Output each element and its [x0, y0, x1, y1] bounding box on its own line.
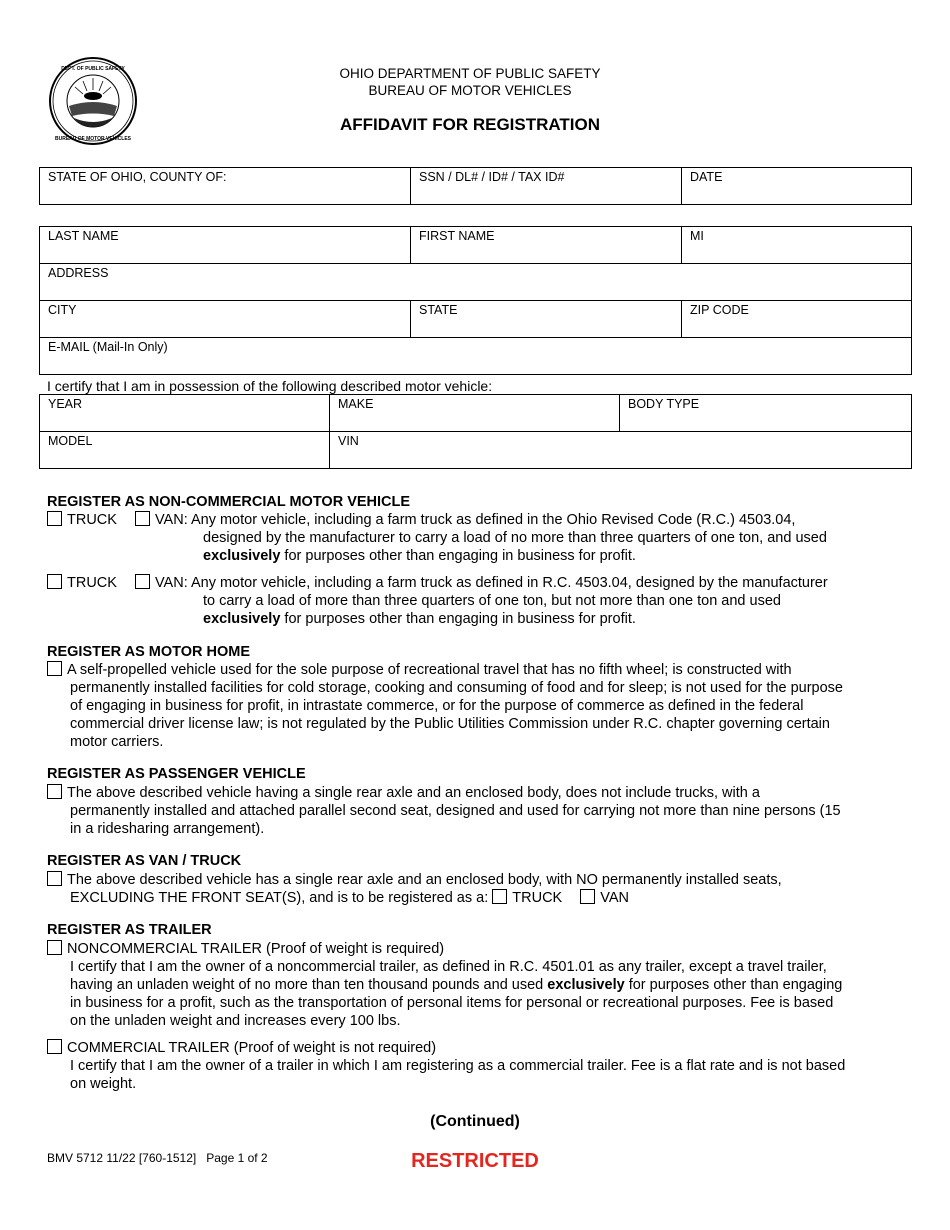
truck-label: TRUCK [67, 512, 117, 528]
vin-field[interactable]: VIN [330, 432, 912, 469]
county-field[interactable]: STATE OF OHIO, COUNTY OF: [40, 168, 411, 205]
c-trailer-text: I certify that I am the owner of a trailer in which I am registering as a commercial trailer. Fee is a flat rate and is not based [70, 1058, 846, 1074]
applicant-table [39, 226, 912, 375]
body-type-field[interactable]: BODY TYPE [620, 395, 912, 432]
passenger-checkbox[interactable] [47, 784, 62, 799]
date-field[interactable]: DATE [682, 168, 912, 205]
form-title: AFFIDAVIT FOR REGISTRATION [339, 115, 601, 134]
last-name-field[interactable]: LAST NAME [40, 227, 411, 264]
vehicle-table [39, 394, 912, 469]
bureau-name: BUREAU OF MOTOR VEHICLES [368, 83, 572, 98]
trailer-heading: REGISTER AS TRAILER [47, 922, 212, 938]
vantruck-text: The above described vehicle has a single rear axle and an enclosed body, with NO permanently installed seats, [67, 872, 782, 888]
opt1-text: Any motor vehicle, including a farm truck as defined in the Ohio Revised Code (R.C.) 4503.04, [190, 512, 796, 528]
noncommercial-option-1 [47, 511, 907, 565]
motorhome-heading: REGISTER AS MOTOR HOME [47, 644, 251, 660]
nc-trailer-text-2: having an unladen weight of no more than ten thousand pounds and used [70, 977, 548, 993]
noncommercial-trailer-option [47, 940, 917, 1030]
vantruck-truck-label: TRUCK [512, 890, 563, 906]
motorhome-text: A self-propelled vehicle used for the sole purpose of recreational travel that has no fifth wheel; is constructed with [67, 662, 792, 678]
commercial-trailer-checkbox[interactable] [47, 1039, 62, 1054]
svg-text:DEPT. OF PUBLIC SAFETY: DEPT. OF PUBLIC SAFETY [61, 66, 125, 72]
nc-trailer-text-3: in business for a profit, such as the transportation of personal items for personal or recreational purposes. Fee is based [70, 995, 834, 1011]
noncommercial-option-2 [47, 574, 907, 628]
opt1-bold: exclusively [203, 548, 281, 564]
noncommercial-trailer-label: NONCOMMERCIAL TRAILER (Proof of weight is required) [67, 941, 445, 957]
restricted-label: RESTRICTED [411, 1150, 539, 1172]
motorhome-text-2: permanently installed facilities for cold storage, cooking and consuming of food and for sleep; is not used for the purpose [70, 680, 843, 696]
opt2-bold: exclusively [203, 611, 281, 627]
van-label: VAN: [154, 575, 188, 591]
noncommercial-trailer-checkbox[interactable] [47, 940, 62, 955]
agency-name: OHIO DEPARTMENT OF PUBLIC SAFETY [339, 66, 601, 81]
vantruck-heading: REGISTER AS VAN / TRUCK [47, 853, 242, 869]
passenger-text: The above described vehicle having a single rear axle and an enclosed body, does not include trucks, with a [67, 785, 760, 801]
motorhome-option [47, 661, 917, 751]
zip-field[interactable]: ZIP CODE [682, 301, 912, 338]
mi-field[interactable]: MI [682, 227, 912, 264]
passenger-option [47, 784, 917, 838]
first-name-field[interactable]: FIRST NAME [411, 227, 682, 264]
truck-checkbox-1[interactable] [47, 511, 62, 526]
passenger-text-3: in a ridesharing arrangement). [70, 821, 265, 837]
commercial-trailer-option [47, 1039, 917, 1093]
vantruck-checkbox[interactable] [47, 871, 62, 886]
motorhome-checkbox[interactable] [47, 661, 62, 676]
city-field[interactable]: CITY [40, 301, 411, 338]
noncommercial-heading: REGISTER AS NON-COMMERCIAL MOTOR VEHICLE [47, 494, 411, 510]
vantruck-text-2: EXCLUDING THE FRONT SEAT(S), and is to be registered as a: [70, 890, 489, 906]
motorhome-text-3: of engaging in business for profit, in intrastate commerce, or for the purpose of commerce as defined in the federal [70, 698, 804, 714]
vantruck-option [47, 871, 917, 907]
motorhome-text-5: motor carriers. [70, 734, 164, 750]
van-checkbox-2[interactable] [135, 574, 150, 589]
email-field[interactable]: E-MAIL (Mail-In Only) [40, 338, 912, 375]
state-field[interactable]: STATE [411, 301, 682, 338]
make-field[interactable]: MAKE [330, 395, 620, 432]
nc-trailer-text-2b: for purposes other than engaging [624, 977, 843, 993]
nc-trailer-text: I certify that I am the owner of a noncommercial trailer, as defined in R.C. 4501.01 as any trailer, except a travel trailer, [70, 959, 827, 975]
svg-text:BUREAU OF MOTOR VEHICLES: BUREAU OF MOTOR VEHICLES [54, 136, 132, 142]
nc-trailer-bold: exclusively [547, 977, 625, 993]
truck-checkbox-2[interactable] [47, 574, 62, 589]
motorhome-text-4: commercial driver license law; is not regulated by the Public Utilities Commission under R.C. chapter governing certain [70, 716, 830, 732]
address-field[interactable]: ADDRESS [40, 264, 912, 301]
opt2-text-2: to carry a load of more than three quarters of one ton, but not more than one ton and used [203, 593, 781, 609]
commercial-trailer-label: COMMERCIAL TRAILER (Proof of weight is not required) [67, 1040, 437, 1056]
opt1-text-3: for purposes other than engaging in business for profit. [280, 548, 636, 564]
opt1-text-2: designed by the manufacturer to carry a load of no more than three quarters of one ton, and used [203, 530, 827, 546]
truck-label: TRUCK [67, 575, 117, 591]
passenger-text-2: permanently installed and attached parallel second seat, designed and used for carrying not more than nine persons (15 [70, 803, 841, 819]
year-field[interactable]: YEAR [40, 395, 330, 432]
nc-trailer-text-4: on the unladen weight and increases every 100 lbs. [70, 1013, 401, 1029]
c-trailer-text-2: on weight. [70, 1076, 137, 1092]
certify-statement: I certify that I am in possession of the following described motor vehicle: [47, 378, 493, 394]
passenger-heading: REGISTER AS PASSENGER VEHICLE [47, 766, 306, 782]
county-table [39, 167, 912, 205]
vantruck-van-label: VAN [600, 890, 629, 906]
vantruck-van-checkbox[interactable] [580, 889, 595, 904]
ssn-field[interactable]: SSN / DL# / ID# / TAX ID# [411, 168, 682, 205]
continued-label: (Continued) [430, 1113, 520, 1130]
form-id: BMV 5712 11/22 [760-1512] Page 1 of 2 [47, 1151, 268, 1165]
opt2-text-3: for purposes other than engaging in business for profit. [280, 611, 636, 627]
van-label: VAN: [154, 512, 188, 528]
model-field[interactable]: MODEL [40, 432, 330, 469]
van-checkbox-1[interactable] [135, 511, 150, 526]
vantruck-truck-checkbox[interactable] [492, 889, 507, 904]
opt2-text: Any motor vehicle, including a farm truck as defined in R.C. 4503.04, designed by the manufacturer [190, 575, 828, 591]
